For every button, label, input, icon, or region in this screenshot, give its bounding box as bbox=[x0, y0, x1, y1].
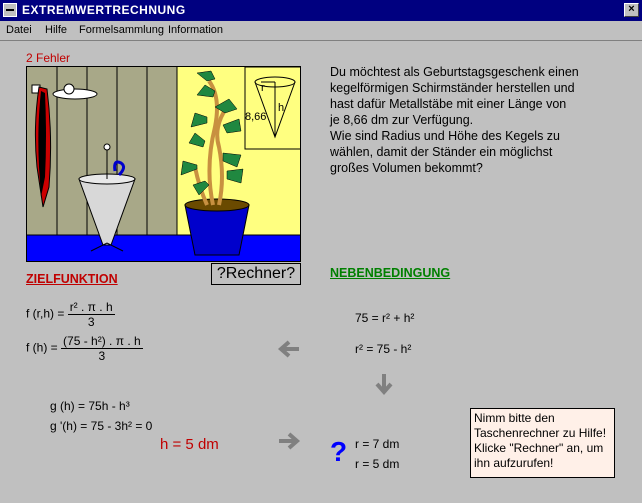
task-line: Wie sind Radius und Höhe des Kegels zu bbox=[330, 129, 560, 143]
system-menu-icon[interactable] bbox=[3, 3, 17, 17]
task-line: kegelförmigen Schirmständer herstellen und bbox=[330, 81, 575, 95]
arrow-left-icon bbox=[277, 340, 301, 358]
constraint-solved: r² = 75 - h² bbox=[355, 342, 412, 356]
arrow-down-icon bbox=[374, 372, 394, 396]
zielfunktion-heading: ZIELFUNKTION bbox=[26, 272, 118, 286]
formula-f-h bbox=[26, 334, 143, 363]
menu-formelsammlung[interactable]: Formelsammlung bbox=[79, 24, 164, 36]
cone-label-h: h bbox=[278, 102, 285, 114]
task-text bbox=[330, 64, 610, 176]
nebenbedingung-heading: NEBENBEDINGUNG bbox=[330, 266, 451, 280]
cone-label-r: r bbox=[261, 82, 265, 94]
formula-f-h-numerator: (75 - h²) . π . h bbox=[63, 334, 141, 348]
arrow-right-icon bbox=[277, 432, 301, 450]
hint-line: Taschenrechner zu Hilfe! bbox=[474, 426, 607, 440]
formula-f-rh-lhs: f (r,h) = bbox=[26, 306, 65, 321]
menu-information[interactable]: Information bbox=[168, 24, 224, 36]
task-line: je 8,66 dm zur Verfügung. bbox=[330, 113, 474, 127]
constraint-equation: 75 = r² + h² bbox=[355, 311, 415, 325]
cone-label-s: 8,66 bbox=[245, 111, 267, 123]
formula-f-rh-denominator: 3 bbox=[87, 315, 95, 329]
menu-bar bbox=[0, 21, 642, 41]
task-line: hast dafür Metallstäbe mit einer Länge von bbox=[330, 97, 567, 111]
error-counter: 2 Fehler bbox=[26, 51, 71, 65]
window-title: EXTREMWERTRECHNUNG bbox=[22, 3, 186, 17]
r-result-second: r = 5 dm bbox=[355, 457, 400, 471]
formula-f-rh-numerator: r² . π . h bbox=[69, 300, 113, 314]
formula-f-h-lhs: f (h) = bbox=[26, 340, 58, 355]
umbrella-stand-illustration bbox=[26, 66, 301, 262]
formula-g-prime-h: g '(h) = 75 - 3h² = 0 bbox=[50, 419, 153, 433]
title-bar[interactable] bbox=[0, 0, 642, 21]
task-line: wählen, damit der Ständer ein möglichst bbox=[330, 145, 553, 159]
formula-g-h: g (h) = 75h - h³ bbox=[50, 399, 130, 413]
menu-datei[interactable]: Datei bbox=[6, 24, 32, 36]
task-line: großes Volumen bekommt? bbox=[330, 161, 483, 175]
rechner-button[interactable]: ?Rechner? bbox=[211, 263, 301, 285]
formula-f-rh bbox=[26, 300, 115, 329]
r-result: r = 7 dm bbox=[355, 437, 400, 451]
h-result: h = 5 dm bbox=[160, 436, 219, 453]
formula-f-h-fraction bbox=[61, 334, 143, 363]
hint-line: ihn aufzurufen! bbox=[474, 456, 554, 470]
formula-f-h-denominator: 3 bbox=[98, 349, 106, 363]
close-button[interactable]: × bbox=[624, 3, 639, 17]
menu-hilfe[interactable]: Hilfe bbox=[45, 24, 68, 36]
hint-box bbox=[470, 408, 615, 478]
formula-f-rh-fraction bbox=[68, 300, 115, 329]
question-mark: ? bbox=[330, 436, 348, 467]
hint-line: Klicke "Rechner" an, um bbox=[474, 441, 604, 455]
task-line: Du möchtest als Geburtstagsgeschenk einen bbox=[330, 65, 579, 79]
hint-line: Nimm bitte den bbox=[474, 411, 555, 425]
